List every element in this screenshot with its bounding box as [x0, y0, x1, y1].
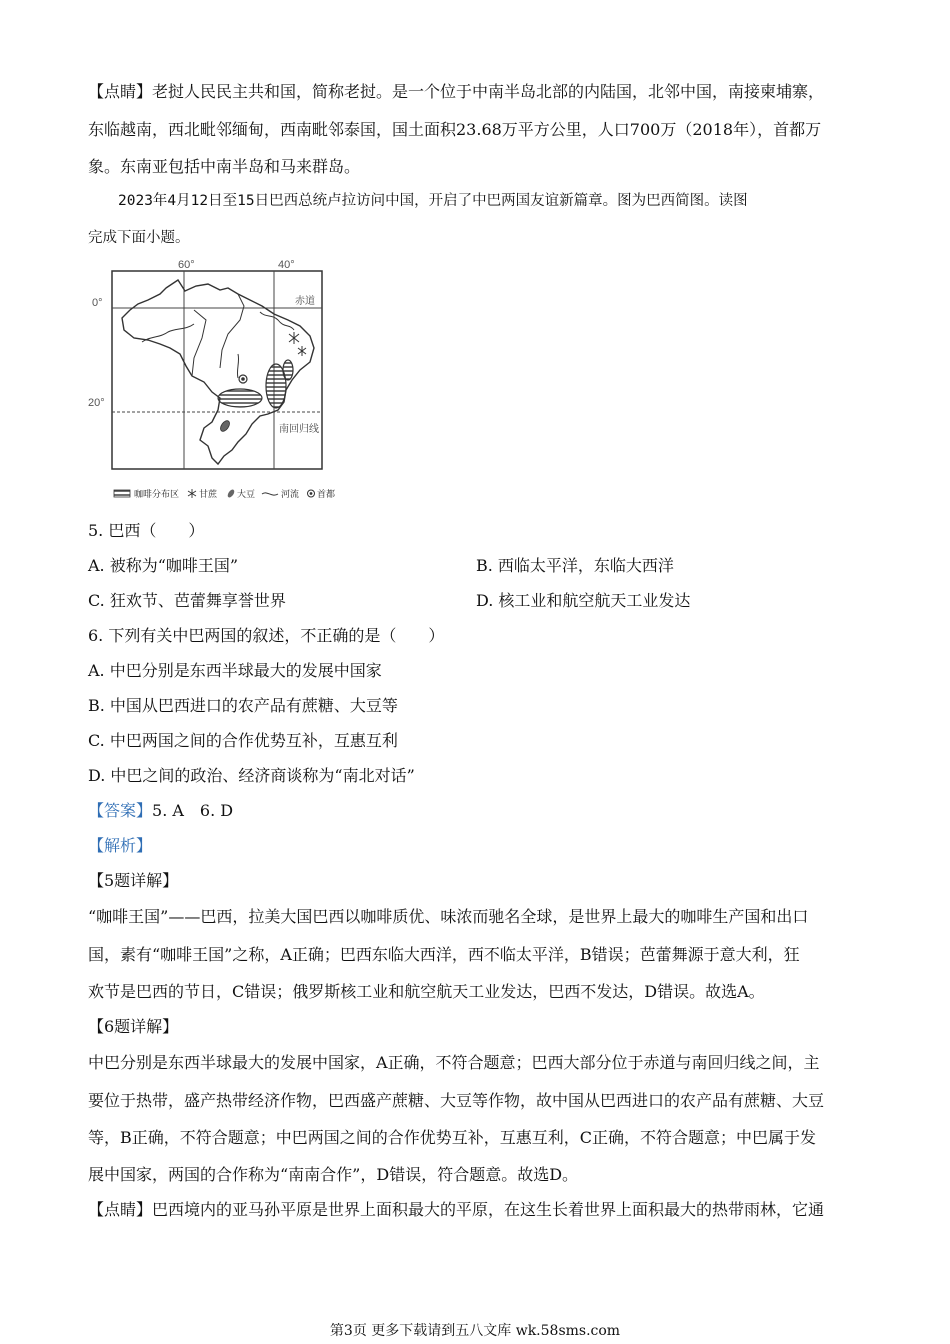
legend-capital-label: 首都 [317, 489, 336, 499]
tropic-label: 南回归线 [279, 424, 319, 435]
q6-option-c: C. 中巴两国之间的合作优势互补，互惠互利 [88, 731, 398, 750]
q6-option-a: A. 中巴分别是东西半球最大的发展中国家 [88, 661, 382, 680]
legend-sugarcane-icon [188, 489, 196, 498]
q5-option-c: C. 狂欢节、芭蕾舞享誉世界 [88, 591, 286, 610]
map-legend [114, 488, 335, 499]
q6-stem: 6. 下列有关中巴两国的叙述，不正确的是（ ） [88, 626, 445, 645]
legend-soybean-label: 大豆 [237, 489, 256, 499]
capital-marker-dot [241, 377, 245, 381]
dianjing-line-2: 东临越南，西北毗邻缅甸，西南毗邻泰国，国土面积23.68万平方公里，人口700万（2018年），首都万 [88, 120, 822, 139]
intro-line-1: 2023年4月12日至15日巴西总统卢拉访问中国，开启了中巴两国友谊新篇章。图为巴西简图。读图 [118, 193, 748, 209]
legend-river-icon [262, 493, 278, 495]
equator-label: 赤道 [295, 296, 315, 307]
legend-coffee-label: 咖啡分布区 [134, 489, 180, 499]
d5-line-1: “咖啡王国”——巴西，拉美大国巴西以咖啡质优、味浓而驰名全球，是世界上最大的咖啡生产国和出口 [88, 907, 809, 926]
q5-option-d: D. 核工业和航空航天工业发达 [476, 591, 691, 610]
lon-label-60: 60° [178, 259, 195, 271]
d5-title: 【5题详解】 [88, 871, 179, 890]
dianjing2-line: 【点睛】巴西境内的亚马孙平原是世界上面积最大的平原，在这生长着世界上面积最大的热带雨林，它通 [88, 1200, 825, 1219]
d6-line-2: 要位于热带，盛产热带经济作物，巴西盛产蔗糖、大豆等作物，故中国从巴西进口的农产品有蔗糖、大豆 [88, 1091, 825, 1110]
analysis-label: 【解析】 [88, 836, 153, 855]
d6-line-3: 等，B正确，不符合题意；中巴两国之间的合作优势互补，互惠互利，C正确，不符合题意；中巴属于发 [88, 1128, 817, 1147]
q6-option-d: D. 中巴之间的政治、经济商谈称为“南北对话” [88, 766, 415, 785]
page-footer: 第3页 更多下载请到五八文库 wk.58sms.com [329, 1323, 621, 1339]
dianjing-line-1: 【点睛】老挝人民民主共和国，简称老挝。是一个位于中南半岛北部的内陆国，北邻中国，南接柬埔寨， [88, 82, 825, 101]
lat-label-20: 20° [88, 397, 105, 409]
q6-option-b: B. 中国从巴西进口的农产品有蔗糖、大豆等 [88, 696, 398, 715]
coffee-region [218, 389, 262, 407]
intro-line-2: 完成下面小题。 [88, 230, 190, 246]
legend-soybean-icon [226, 488, 235, 498]
q5-stem: 5. 巴西（ ） [88, 521, 205, 540]
legend-river-label: 河流 [281, 489, 300, 499]
d6-line-4: 展中国家，两国的合作称为“南南合作”，D错误，符合题意。故选D。 [88, 1165, 579, 1184]
legend-capital-icon-dot [310, 492, 313, 495]
q5-option-a: A. 被称为“咖啡王国” [88, 556, 239, 575]
legend-coffee-swatch [114, 490, 130, 497]
answer-label: 【答案】 [88, 801, 153, 820]
lat-label-0: 0° [92, 297, 103, 309]
dianjing-line-3: 象。东南亚包括中南半岛和马来群岛。 [88, 157, 361, 176]
d5-line-3: 欢节是巴西的节日，C错误；俄罗斯核工业和航空航天工业发达，巴西不发达，D错误。故选A。 [88, 982, 765, 1001]
answer-text: 5. A 6. D [152, 801, 234, 820]
d6-line-1: 中巴分别是东西半球最大的发展中国家，A正确，不符合题意；巴西大部分位于赤道与南回归线之间，主 [88, 1053, 820, 1072]
d5-line-2: 国，素有“咖啡王国”之称，A正确；巴西东临大西洋，西不临太平洋，B错误；芭蕾舞源于意大利，狂 [88, 945, 800, 964]
q5-option-b: B. 西临太平洋，东临大西洋 [476, 556, 674, 575]
legend-sugarcane-label: 甘蔗 [199, 489, 218, 499]
d6-title: 【6题详解】 [88, 1017, 179, 1036]
answer-line [88, 801, 233, 821]
coffee-region [283, 360, 293, 380]
lon-label-40: 40° [278, 259, 295, 271]
brazil-map-figure [88, 258, 358, 508]
